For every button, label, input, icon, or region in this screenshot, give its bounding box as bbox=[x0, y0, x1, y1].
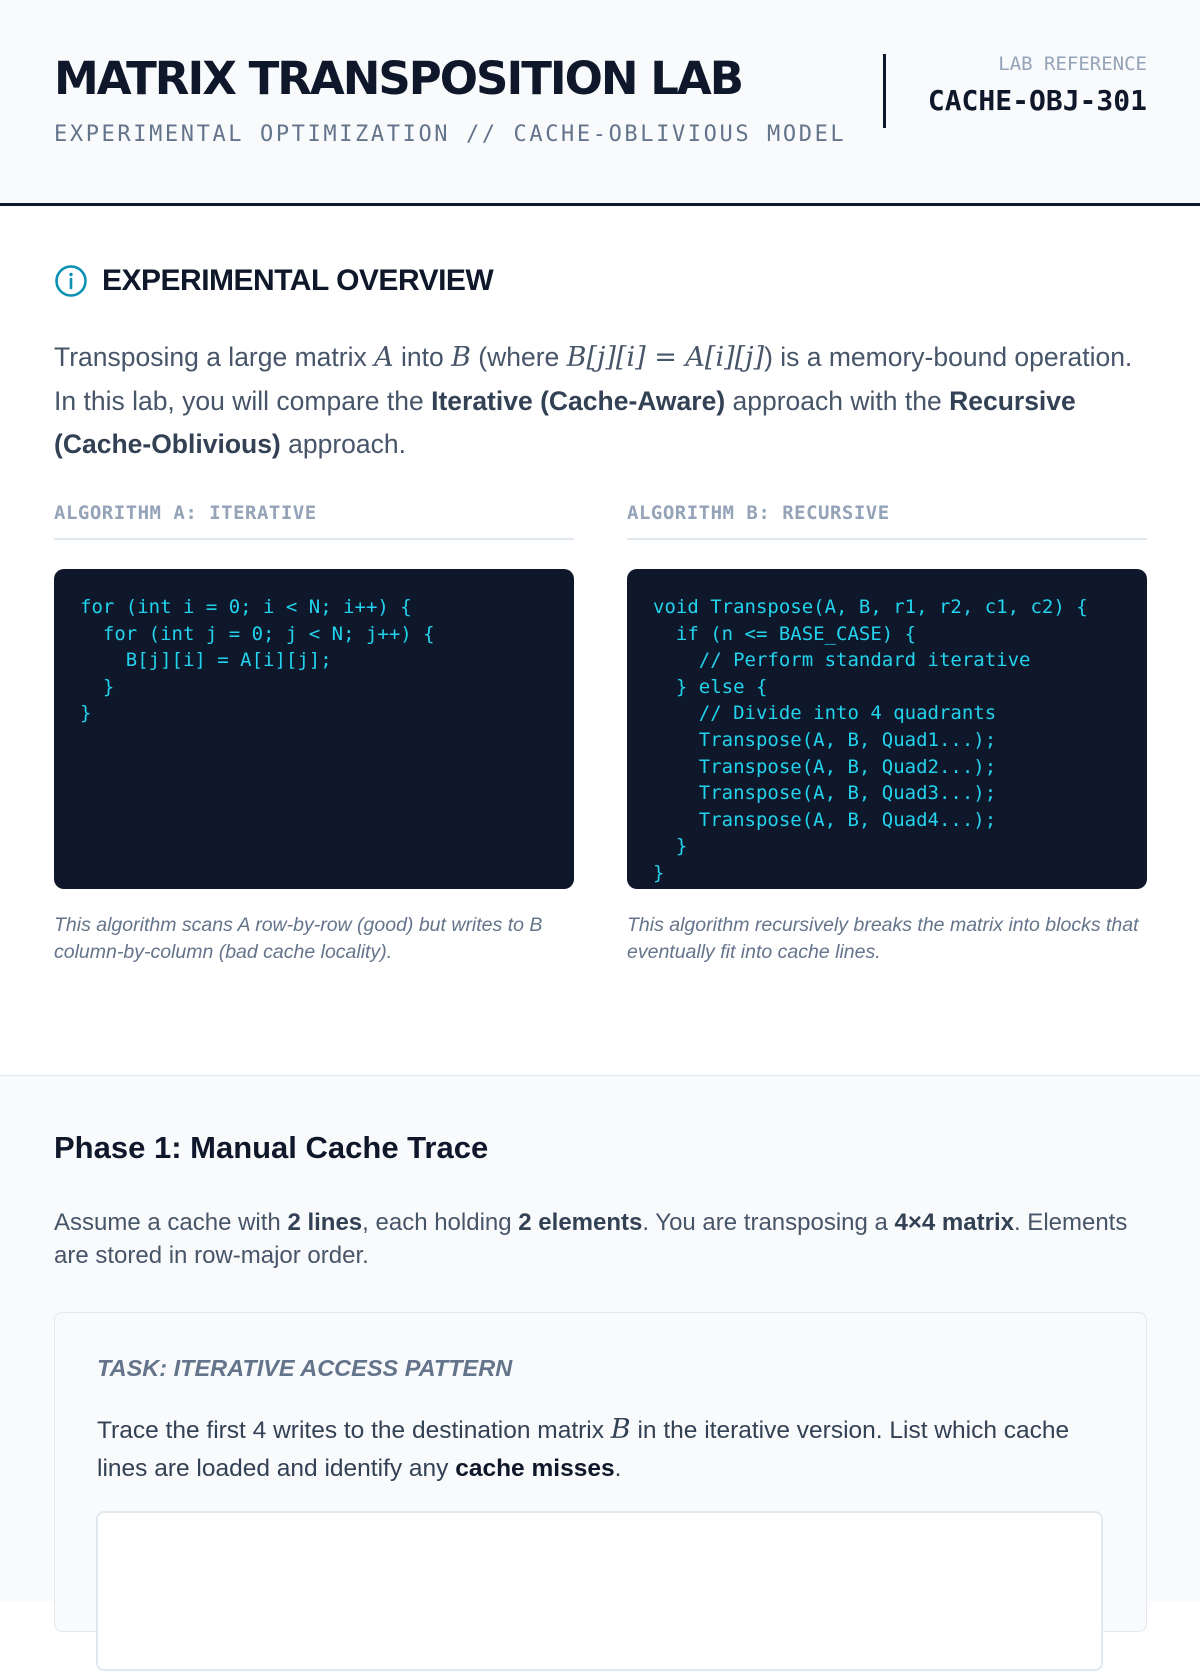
lab-reference-code: CACHE-OBJ-301 bbox=[927, 84, 1147, 117]
algorithm-b-code-block: void Transpose(A, B, r1, r2, c1, c2) { if (n <= BASE_CASE) { // Perform standard iterative } else { // Divide into 4 quadrants Transpose(A, B, Quad1...); Transpose(A, B, Quad2...); Transpose(A, B, Quad3...); Transpose(A, B, Quad4...); } } bbox=[627, 569, 1147, 889]
overview-title: EXPERIMENTAL OVERVIEW bbox=[102, 264, 494, 297]
matrix-b-symbol: B bbox=[610, 1414, 631, 1445]
phase-1-title: Phase 1: Manual Cache Trace bbox=[54, 1130, 489, 1165]
transpose-formula: B[j][i] = A[i][j] bbox=[566, 342, 765, 373]
algorithm-a-label: ALGORITHM A: ITERATIVE bbox=[54, 502, 574, 540]
algorithm-b-caption: This algorithm recursively breaks the matrix into blocks that eventually fit into cache lines. bbox=[627, 914, 1139, 963]
lab-header bbox=[0, 0, 1200, 206]
task-card bbox=[54, 1312, 1147, 1632]
iterative-approach-term: Iterative (Cache-Aware) bbox=[431, 385, 726, 416]
cache-misses-term: cache misses bbox=[455, 1455, 615, 1482]
task-title: TASK: ITERATIVE ACCESS PATTERN bbox=[97, 1355, 513, 1381]
task-description: Trace the first 4 writes to the destination matrix B in the iterative version. List which cache lines are loaded and identify any cache misses. bbox=[97, 1414, 1070, 1482]
phase-1-description: Assume a cache with 2 lines, each holding 2 elements. You are transposing a 4×4 matrix. Elements are stored in row-major order. bbox=[54, 1209, 1128, 1269]
overview-intro: Transposing a large matrix A into B (where B[j][i] = A[i][j]) is a memory-bound operation. In this lab, you will compare the Iterative (Cache-Aware) approach with the Recursive (Cache-Oblivious) approach. bbox=[54, 342, 1133, 459]
overview-heading bbox=[54, 264, 493, 298]
reference-divider bbox=[883, 54, 886, 128]
info-circle-icon bbox=[54, 264, 88, 298]
matrix-b-symbol: B bbox=[451, 342, 471, 373]
answer-textarea[interactable] bbox=[96, 1511, 1103, 1671]
lab-reference-label: LAB REFERENCE bbox=[998, 53, 1147, 75]
page-title: MATRIX TRANSPOSITION LAB bbox=[54, 52, 743, 105]
matrix-a-symbol: A bbox=[374, 342, 394, 373]
algorithm-b-label: ALGORITHM B: RECURSIVE bbox=[627, 502, 1147, 540]
algorithm-a-caption: This algorithm scans A row-by-row (good) but writes to B column-by-column (bad cache locality). bbox=[54, 914, 543, 963]
experimental-overview-section bbox=[0, 206, 1200, 1076]
page-subtitle: EXPERIMENTAL OPTIMIZATION // CACHE-OBLIVIOUS MODEL bbox=[54, 122, 847, 147]
phase-1-section bbox=[0, 1075, 1200, 1601]
recursive-approach-term: Recursive (Cache-Oblivious) bbox=[54, 385, 1076, 459]
algorithm-a-code-block: for (int i = 0; i < N; i++) { for (int j = 0; j < N; j++) { B[j][i] = A[i][j]; } } bbox=[54, 569, 574, 889]
